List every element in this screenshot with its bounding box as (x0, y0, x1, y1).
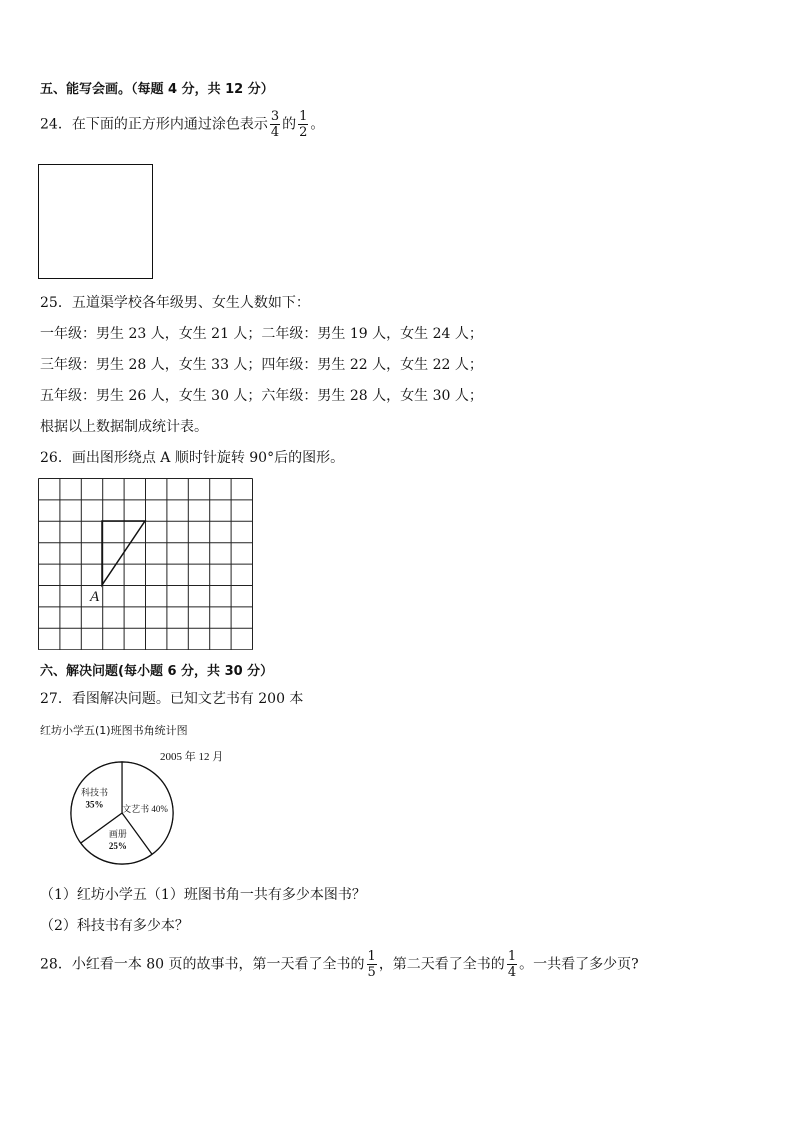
q28-text: 28．小红看一本 80 页的故事书，第一天看了全书的 (40, 956, 365, 973)
section-six-title: 六、解决问题(每小题 6 分，共 30 分） (40, 664, 274, 679)
question-24: 24．在下面的正方形内通过涂色表示 $\frac{3}{4}$ 的 $\frac{1}{2}$ 。 (40, 109, 325, 140)
q25-line-1: 一年级：男生 23 人，女生 21 人；二年级：男生 19 人，女生 24 人； (40, 326, 483, 342)
question-26: 26．画出图形绕点 A 顺时针旋转 90°后的图形。 (40, 450, 345, 466)
shading-square (38, 164, 153, 279)
fraction-1-5: $\frac{1}{5}$ (367, 949, 376, 980)
pie-chart-date: 2005 年 12 月 (160, 751, 224, 763)
pie-slice-value: 25% (108, 841, 127, 852)
fraction-1-2: $\frac{1}{2}$ (299, 109, 308, 140)
question-25-intro: 25．五道渠学校各年级男、女生人数如下： (40, 295, 310, 311)
q27-subquestion-2: （2）科技书有多少本？ (40, 918, 189, 934)
question-27: 27．看图解决问题。已知文艺书有 200 本 (40, 691, 304, 707)
point-a-label: A (90, 589, 100, 605)
q25-line-2: 三年级：男生 28 人，女生 33 人；四年级：男生 22 人，女生 22 人； (40, 357, 483, 373)
triangle-shape (102, 521, 145, 585)
q27-subquestion-1: （1）红坊小学五（1）班图书角一共有多少本图书？ (40, 887, 366, 903)
fraction-3-4: $\frac{3}{4}$ (270, 109, 280, 140)
pie-slice-label: 文艺书 40% (122, 803, 168, 814)
fraction-1-4: $\frac{1}{4}$ (507, 949, 517, 980)
pie-chart (68, 760, 178, 868)
q25-line-3: 五年级：男生 26 人，女生 30 人；六年级：男生 28 人，女生 30 人； (40, 388, 483, 404)
q25-line-4: 根据以上数据制成统计表。 (40, 419, 208, 435)
pie-slice-label: 画册 (108, 829, 127, 840)
q24-text: 24．在下面的正方形内通过涂色表示 (40, 116, 268, 133)
pie-slice-value: 35% (85, 799, 104, 810)
rotation-grid (38, 478, 254, 650)
pie-chart-title: 红坊小学五(1)班图书角统计图 (40, 724, 188, 737)
pie-slice-label: 科技书 (80, 787, 108, 798)
section-five-title: 五、能写会画。（每题 4 分，共 12 分） (40, 82, 274, 97)
question-28: 28．小红看一本 80 页的故事书，第一天看了全书的 $\frac{1}{5}$ ，第二天看了全书的 $\frac{1}{4}$ 。一共看了多少页? (40, 949, 639, 980)
